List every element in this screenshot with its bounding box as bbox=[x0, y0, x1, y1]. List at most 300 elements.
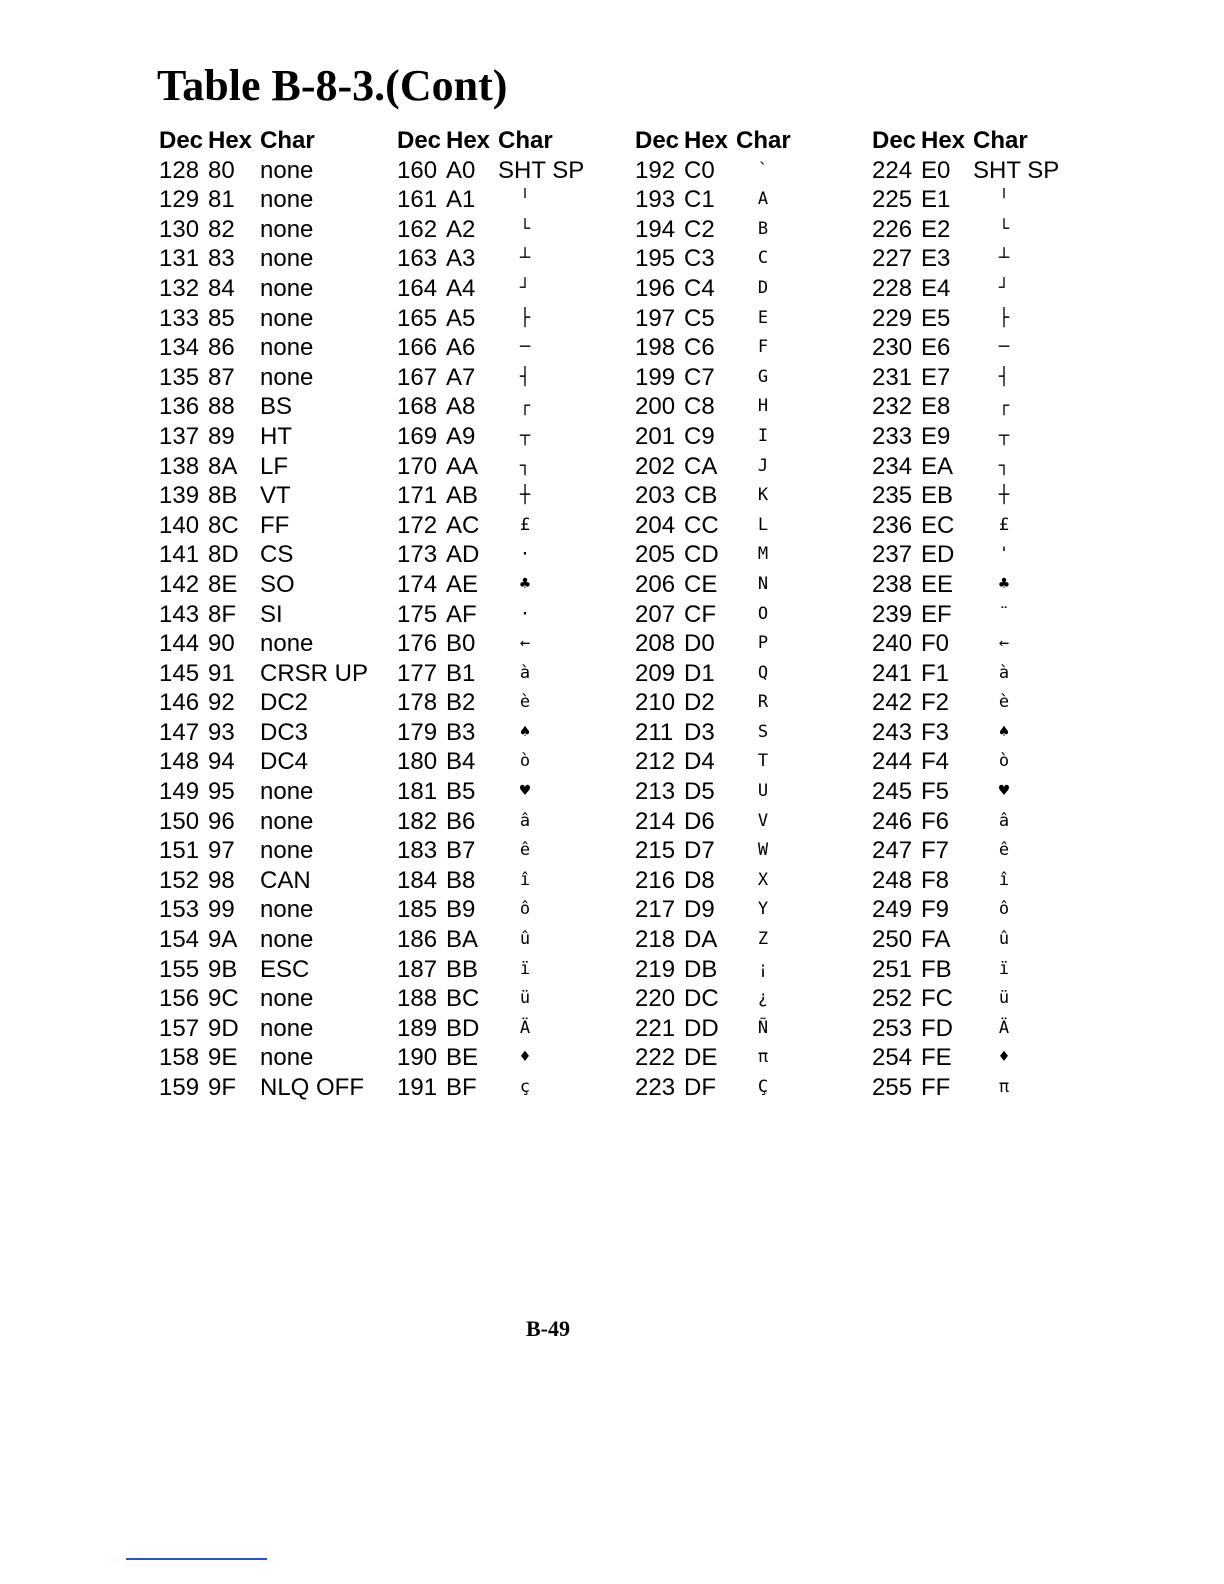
char-glyph: C bbox=[757, 248, 769, 269]
table-row bbox=[870, 895, 1105, 925]
dec-value: 181 bbox=[397, 778, 438, 806]
hex-value: C7 bbox=[684, 363, 715, 391]
char-name: DC2 bbox=[260, 689, 309, 717]
table-row bbox=[633, 777, 868, 807]
dec-value: 218 bbox=[635, 926, 676, 954]
char-glyph: ' bbox=[998, 544, 1010, 565]
dec-value: 215 bbox=[635, 837, 676, 865]
hex-value: 80 bbox=[208, 156, 235, 184]
dec-value: 238 bbox=[872, 570, 913, 598]
table-row bbox=[395, 1043, 630, 1073]
table-row bbox=[870, 1014, 1105, 1044]
char-glyph: û bbox=[998, 929, 1010, 950]
hex-value: EF bbox=[921, 600, 952, 628]
hex-value: D3 bbox=[684, 718, 715, 746]
dec-value: 196 bbox=[635, 274, 676, 302]
hex-value: F1 bbox=[921, 659, 950, 687]
dec-value: 182 bbox=[397, 807, 438, 835]
hex-value: DA bbox=[684, 926, 718, 954]
table-row bbox=[157, 452, 392, 482]
char-glyph: ─ bbox=[519, 337, 531, 358]
dec-value: 255 bbox=[872, 1074, 913, 1101]
hex-value: BC bbox=[446, 985, 480, 1013]
dec-value: 177 bbox=[397, 659, 438, 687]
table-row bbox=[395, 925, 630, 955]
char-glyph: ← bbox=[519, 633, 531, 654]
char-name: CRSR UP bbox=[260, 659, 369, 687]
char-name: HT bbox=[260, 422, 292, 450]
table-row bbox=[157, 156, 392, 186]
hex-value: D6 bbox=[684, 807, 715, 835]
hex-value: C6 bbox=[684, 334, 715, 362]
hex-value: F4 bbox=[921, 748, 950, 776]
hex-value: 8A bbox=[208, 452, 238, 480]
char-glyph: M bbox=[757, 544, 769, 565]
hex-value: AF bbox=[446, 600, 477, 628]
table-row bbox=[395, 747, 630, 777]
table-row bbox=[395, 955, 630, 985]
dec-value: 137 bbox=[159, 422, 200, 450]
table-column-group-4 bbox=[870, 126, 1105, 1103]
hex-value: EC bbox=[921, 511, 955, 539]
hex-value: EB bbox=[921, 482, 954, 510]
dec-value: 179 bbox=[397, 718, 438, 746]
table-row bbox=[870, 777, 1105, 807]
dec-value: 198 bbox=[635, 334, 676, 362]
dec-value: 213 bbox=[635, 778, 676, 806]
dec-value: 141 bbox=[159, 541, 200, 569]
hex-value: A5 bbox=[446, 304, 476, 332]
table-row bbox=[633, 866, 868, 896]
hex-value: FF bbox=[921, 1074, 951, 1101]
char-glyph: I bbox=[757, 425, 769, 446]
hex-value: C5 bbox=[684, 304, 715, 332]
table-row bbox=[633, 481, 868, 511]
dec-value: 161 bbox=[397, 186, 438, 214]
dec-value: 151 bbox=[159, 837, 200, 865]
hex-value: DE bbox=[684, 1044, 718, 1072]
char-glyph: D bbox=[757, 277, 769, 298]
hex-value: 8E bbox=[208, 570, 238, 598]
hex-value: 8F bbox=[208, 600, 237, 628]
hex-value: B0 bbox=[446, 630, 476, 658]
hex-value: 92 bbox=[208, 689, 235, 717]
char-glyph: è bbox=[519, 692, 531, 713]
dec-value: 132 bbox=[159, 274, 200, 302]
char-name: none bbox=[260, 156, 314, 184]
hex-value: F0 bbox=[921, 630, 950, 658]
hex-value: B9 bbox=[446, 896, 476, 924]
hex-value: DC bbox=[684, 985, 719, 1013]
table-row bbox=[870, 185, 1105, 215]
hex-value: D1 bbox=[684, 659, 715, 687]
dec-value: 139 bbox=[159, 482, 200, 510]
hex-value: CB bbox=[684, 482, 718, 510]
table-column-group-3 bbox=[633, 126, 868, 1103]
hex-value: 9D bbox=[208, 1014, 239, 1042]
char-glyph: à bbox=[519, 662, 531, 683]
char-glyph: Z bbox=[757, 929, 769, 950]
table-row bbox=[633, 925, 868, 955]
table-row bbox=[395, 304, 630, 334]
hex-value: 91 bbox=[208, 659, 235, 687]
char-glyph: ô bbox=[998, 899, 1010, 920]
dec-value: 251 bbox=[872, 955, 913, 983]
table-row bbox=[395, 718, 630, 748]
hex-value: AC bbox=[446, 511, 480, 539]
char-glyph: Q bbox=[757, 662, 769, 683]
char-glyph: ç bbox=[519, 1077, 531, 1097]
table-row bbox=[395, 422, 630, 452]
hex-value: C9 bbox=[684, 422, 715, 450]
table-row bbox=[633, 511, 868, 541]
dec-value: 236 bbox=[872, 511, 913, 539]
dec-value: 158 bbox=[159, 1044, 200, 1072]
char-glyph: ê bbox=[998, 840, 1010, 861]
table-row bbox=[633, 244, 868, 274]
dec-value: 143 bbox=[159, 600, 200, 628]
table-column-group-1 bbox=[157, 126, 392, 1103]
dec-value: 142 bbox=[159, 570, 200, 598]
hex-value: F5 bbox=[921, 778, 950, 806]
hex-value: ED bbox=[921, 541, 955, 569]
table-row bbox=[395, 659, 630, 689]
column-header bbox=[870, 126, 1105, 156]
char-glyph: û bbox=[519, 929, 531, 950]
dec-value: 148 bbox=[159, 748, 200, 776]
dec-value: 157 bbox=[159, 1014, 200, 1042]
hex-value: A8 bbox=[446, 393, 476, 421]
char-glyph: π bbox=[757, 1047, 769, 1068]
dec-value: 202 bbox=[635, 452, 676, 480]
hex-value: E3 bbox=[921, 245, 951, 273]
table-row bbox=[870, 481, 1105, 511]
char-name: none bbox=[260, 304, 314, 332]
hex-value: B2 bbox=[446, 689, 476, 717]
hex-value: D2 bbox=[684, 689, 715, 717]
char-glyph: ╵ bbox=[519, 189, 531, 210]
dec-value: 222 bbox=[635, 1044, 676, 1072]
hex-value: 9A bbox=[208, 926, 238, 954]
dec-value: 246 bbox=[872, 807, 913, 835]
hex-value: C4 bbox=[684, 274, 715, 302]
table-row bbox=[157, 185, 392, 215]
char-glyph: R bbox=[757, 692, 769, 713]
char-name: none bbox=[260, 926, 314, 954]
header-char: Char bbox=[498, 127, 553, 154]
char-glyph: O bbox=[757, 603, 769, 624]
table-row bbox=[633, 452, 868, 482]
dec-value: 244 bbox=[872, 748, 913, 776]
dec-value: 225 bbox=[872, 186, 913, 214]
table-row bbox=[157, 540, 392, 570]
table-row bbox=[157, 481, 392, 511]
table-row bbox=[633, 1014, 868, 1044]
table-row bbox=[157, 1073, 392, 1103]
table-row bbox=[157, 363, 392, 393]
hex-value: AE bbox=[446, 570, 479, 598]
char-glyph: â bbox=[998, 810, 1010, 831]
hex-value: B3 bbox=[446, 718, 476, 746]
table-row bbox=[870, 422, 1105, 452]
char-glyph: G bbox=[757, 366, 769, 387]
table-row bbox=[633, 1043, 868, 1073]
hex-value: 96 bbox=[208, 807, 235, 835]
char-name: none bbox=[260, 1014, 314, 1042]
dec-value: 184 bbox=[397, 866, 438, 894]
char-name: none bbox=[260, 363, 314, 391]
dec-value: 186 bbox=[397, 926, 438, 954]
dec-value: 204 bbox=[635, 511, 676, 539]
hex-value: E8 bbox=[921, 393, 951, 421]
dec-value: 216 bbox=[635, 866, 676, 894]
dec-value: 229 bbox=[872, 304, 913, 332]
char-glyph: £ bbox=[519, 514, 531, 535]
hex-value: A7 bbox=[446, 363, 476, 391]
char-glyph: ï bbox=[519, 958, 531, 979]
table-row bbox=[633, 600, 868, 630]
dec-value: 203 bbox=[635, 482, 676, 510]
hex-value: 95 bbox=[208, 778, 235, 806]
table-row bbox=[157, 1043, 392, 1073]
table-row bbox=[633, 807, 868, 837]
dec-value: 194 bbox=[635, 215, 676, 243]
dec-value: 211 bbox=[635, 718, 674, 746]
char-glyph: î bbox=[519, 869, 531, 890]
hex-value: BB bbox=[446, 955, 479, 983]
hex-value: EA bbox=[921, 452, 954, 480]
hex-value: 98 bbox=[208, 866, 235, 894]
char-name: SO bbox=[260, 570, 295, 598]
table-row bbox=[633, 1073, 868, 1103]
table-row bbox=[395, 1014, 630, 1044]
dec-value: 173 bbox=[397, 541, 438, 569]
dec-value: 149 bbox=[159, 778, 200, 806]
table-row bbox=[395, 215, 630, 245]
char-glyph: ò bbox=[519, 751, 531, 772]
table-row bbox=[870, 540, 1105, 570]
hex-value: 9B bbox=[208, 955, 238, 983]
dec-value: 176 bbox=[397, 630, 438, 658]
table-row bbox=[870, 274, 1105, 304]
char-glyph: B bbox=[757, 218, 769, 239]
header-hex: Hex bbox=[921, 127, 966, 154]
char-glyph: ` bbox=[757, 159, 769, 180]
dec-value: 199 bbox=[635, 363, 676, 391]
table-row bbox=[395, 452, 630, 482]
hex-value: 9C bbox=[208, 985, 239, 1013]
hex-value: D5 bbox=[684, 778, 715, 806]
dec-value: 153 bbox=[159, 896, 200, 924]
header-hex: Hex bbox=[684, 127, 729, 154]
hex-value: FC bbox=[921, 985, 953, 1013]
dec-value: 226 bbox=[872, 215, 913, 243]
char-glyph: ü bbox=[519, 988, 531, 1009]
table-row bbox=[870, 452, 1105, 482]
char-glyph: ô bbox=[519, 899, 531, 920]
table-row bbox=[395, 1073, 630, 1103]
dec-value: 210 bbox=[635, 689, 676, 717]
char-glyph: J bbox=[757, 455, 769, 476]
hex-value: A9 bbox=[446, 422, 476, 450]
dec-value: 240 bbox=[872, 630, 913, 658]
dec-value: 185 bbox=[397, 896, 438, 924]
char-name: BS bbox=[260, 393, 293, 421]
header-hex: Hex bbox=[208, 127, 253, 154]
table-row bbox=[157, 836, 392, 866]
hex-value: CA bbox=[684, 452, 718, 480]
char-glyph: ┼ bbox=[998, 485, 1010, 506]
table-row bbox=[395, 392, 630, 422]
hex-value: D0 bbox=[684, 630, 715, 658]
table-row bbox=[633, 540, 868, 570]
char-glyph: K bbox=[757, 485, 769, 506]
hex-value: 87 bbox=[208, 363, 235, 391]
table-row bbox=[157, 659, 392, 689]
table-row bbox=[395, 836, 630, 866]
char-name: DC3 bbox=[260, 718, 309, 746]
hex-value: 83 bbox=[208, 245, 235, 273]
dec-value: 174 bbox=[397, 570, 438, 598]
char-name: none bbox=[260, 778, 314, 806]
dec-value: 136 bbox=[159, 393, 200, 421]
hex-value: CC bbox=[684, 511, 719, 539]
table-row bbox=[157, 866, 392, 896]
hex-value: AD bbox=[446, 541, 480, 569]
char-glyph: · bbox=[519, 603, 531, 624]
char-name: none bbox=[260, 896, 314, 924]
hex-value: DD bbox=[684, 1014, 719, 1042]
char-glyph: ♠ bbox=[519, 721, 531, 742]
dec-value: 180 bbox=[397, 748, 438, 776]
char-glyph: ┌ bbox=[519, 396, 531, 417]
page-title: Table B-8-3.(Cont) bbox=[157, 61, 508, 110]
char-glyph: è bbox=[998, 692, 1010, 713]
dec-value: 188 bbox=[397, 985, 438, 1013]
table-row bbox=[395, 866, 630, 896]
hex-value: C1 bbox=[684, 186, 715, 214]
dec-value: 163 bbox=[397, 245, 438, 273]
dec-value: 172 bbox=[397, 511, 438, 539]
char-glyph: L bbox=[757, 514, 769, 535]
char-glyph: ♣ bbox=[998, 573, 1010, 594]
dec-value: 130 bbox=[159, 215, 200, 243]
char-glyph: ┌ bbox=[998, 396, 1010, 417]
char-glyph: ♠ bbox=[998, 721, 1010, 742]
table-row bbox=[633, 570, 868, 600]
table-row bbox=[157, 747, 392, 777]
hex-value: 85 bbox=[208, 304, 235, 332]
hex-value: F8 bbox=[921, 866, 950, 894]
hex-value: 86 bbox=[208, 334, 235, 362]
dec-value: 242 bbox=[872, 689, 913, 717]
char-glyph: ┤ bbox=[519, 366, 531, 387]
char-glyph: ¨ bbox=[998, 603, 1010, 624]
table-row bbox=[870, 304, 1105, 334]
header-char: Char bbox=[260, 127, 315, 154]
table-row bbox=[870, 807, 1105, 837]
char-glyph: └ bbox=[519, 218, 531, 239]
table-row bbox=[395, 629, 630, 659]
table-row bbox=[157, 570, 392, 600]
char-glyph: P bbox=[757, 633, 769, 654]
hex-value: 8B bbox=[208, 482, 238, 510]
hex-value: BD bbox=[446, 1014, 480, 1042]
char-name: FF bbox=[260, 511, 290, 539]
dec-value: 239 bbox=[872, 600, 913, 628]
char-name: none bbox=[260, 334, 314, 362]
header-dec: Dec bbox=[159, 127, 204, 154]
hex-value: D8 bbox=[684, 866, 715, 894]
hex-value: 9E bbox=[208, 1044, 238, 1072]
table-row bbox=[870, 718, 1105, 748]
table-row bbox=[633, 392, 868, 422]
hex-value: E4 bbox=[921, 274, 951, 302]
char-glyph: à bbox=[998, 662, 1010, 683]
hex-value: 97 bbox=[208, 837, 235, 865]
char-glyph: ┬ bbox=[998, 425, 1010, 446]
hex-value: FA bbox=[921, 926, 951, 954]
hex-value: B6 bbox=[446, 807, 476, 835]
table-row bbox=[157, 600, 392, 630]
dec-value: 144 bbox=[159, 630, 200, 658]
dec-value: 165 bbox=[397, 304, 438, 332]
char-glyph: î bbox=[998, 869, 1010, 890]
table-row bbox=[870, 215, 1105, 245]
char-glyph: ¡ bbox=[757, 958, 769, 979]
header-dec: Dec bbox=[635, 127, 680, 154]
char-glyph: A bbox=[757, 189, 769, 210]
dec-value: 155 bbox=[159, 955, 200, 983]
char-glyph: ┘ bbox=[519, 277, 531, 298]
char-glyph: Y bbox=[757, 899, 769, 920]
char-name: CAN bbox=[260, 866, 311, 894]
char-glyph: · bbox=[519, 544, 531, 565]
table-row bbox=[157, 244, 392, 274]
dec-value: 205 bbox=[635, 541, 676, 569]
table-row bbox=[870, 511, 1105, 541]
table-row bbox=[870, 1043, 1105, 1073]
hex-value: 9F bbox=[208, 1074, 237, 1101]
table-row bbox=[870, 244, 1105, 274]
table-row bbox=[870, 600, 1105, 630]
hex-value: C8 bbox=[684, 393, 715, 421]
table-row bbox=[633, 984, 868, 1014]
table-row bbox=[395, 156, 630, 186]
hex-value: 81 bbox=[208, 186, 235, 214]
hex-value: BF bbox=[446, 1074, 477, 1101]
dec-value: 156 bbox=[159, 985, 200, 1013]
dec-value: 134 bbox=[159, 334, 200, 362]
table-column-group-2 bbox=[395, 126, 630, 1103]
dec-value: 168 bbox=[397, 393, 438, 421]
char-glyph: └ bbox=[998, 218, 1010, 239]
table-row bbox=[395, 570, 630, 600]
dec-value: 248 bbox=[872, 866, 913, 894]
hex-value: C3 bbox=[684, 245, 715, 273]
char-glyph: F bbox=[757, 337, 769, 358]
dec-value: 190 bbox=[397, 1044, 438, 1072]
table-row bbox=[395, 511, 630, 541]
table-row bbox=[157, 274, 392, 304]
table-row bbox=[870, 1073, 1105, 1103]
char-name: SI bbox=[260, 600, 283, 628]
hex-value: CF bbox=[684, 600, 716, 628]
char-name: ESC bbox=[260, 955, 310, 983]
dec-value: 207 bbox=[635, 600, 676, 628]
char-glyph: ï bbox=[998, 958, 1010, 979]
char-glyph: H bbox=[757, 396, 769, 417]
